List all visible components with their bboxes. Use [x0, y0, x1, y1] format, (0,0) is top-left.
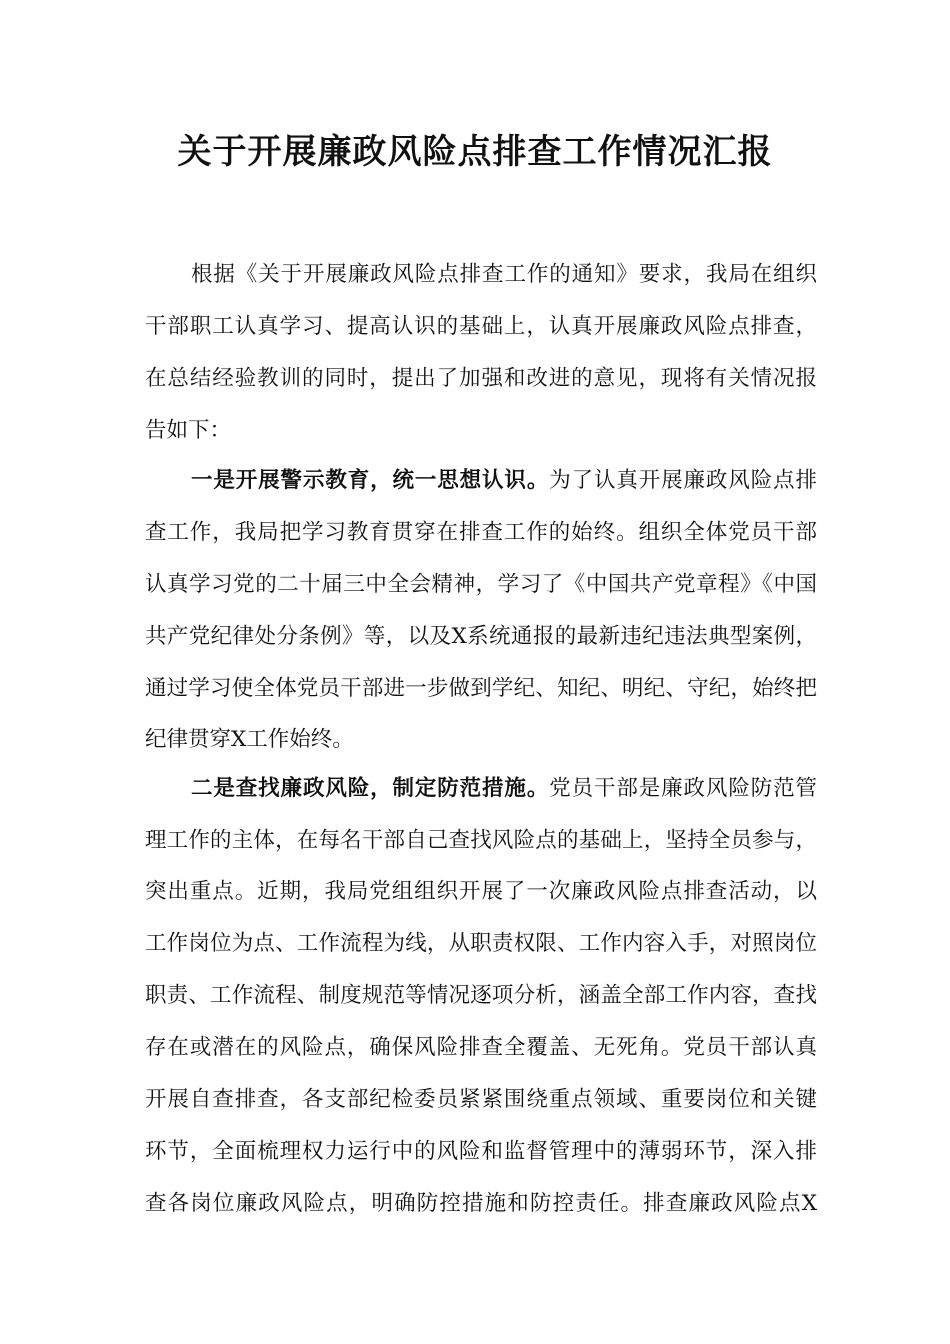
text-line: 纪律贯穿X工作始终。 [145, 727, 354, 752]
text-line: 通过学习使全体党员干部进一步做到学纪、知纪、明纪、守纪，始终把 [145, 676, 817, 701]
text-line: 查工作，我局把学习教育贯穿在排查工作的始终。组织全体党员干部 [145, 520, 817, 545]
text-line: 干部职工认真学习、提高认识的基础上，认真开展廉政风险点排查， [145, 314, 817, 339]
text-line: 工作岗位为点、工作流程为线，从职责权限、工作内容入手，对照岗位 [145, 931, 817, 956]
section-heading: 一是开展警示教育，统一思想认识。 [191, 468, 550, 493]
text-line: 查各岗位廉政风险点，明确防控措施和防控责任。排查廉政风险点X [145, 1191, 817, 1216]
text-span: 为了认真开展廉政风险点排 [549, 468, 817, 493]
text-line: 根据《关于开展廉政风险点排查工作的通知》要求，我局在组织 [191, 262, 817, 287]
document-title: 关于开展廉政风险点排查工作情况汇报 [177, 132, 773, 172]
text-line: 开展自查排查，各支部纪检委员紧紧围绕重点领域、重要岗位和关键 [145, 1087, 817, 1112]
text-line [145, 774, 817, 804]
text-line: 理工作的主体，在每名干部自己查找风险点的基础上，坚持全员参与， [145, 828, 817, 853]
text-line: 职责、工作流程、制度规范等情况逐项分析，涵盖全部工作内容，查找 [145, 983, 817, 1008]
section-heading: 二是查找廉政风险，制定防范措施。 [191, 776, 550, 801]
text-line: 突出重点。近期，我局党组组织开展了一次廉政风险点排查活动，以 [145, 879, 817, 904]
text-span: 党员干部是廉政风险防范管 [549, 776, 817, 801]
text-line: 认真学习党的二十届三中全会精神，学习了《中国共产党章程》《中国 [145, 572, 817, 597]
text-line: 告如下： [145, 418, 232, 443]
text-line [145, 466, 817, 496]
text-line: 共产党纪律处分条例》等，以及X系统通报的最新违纪违法典型案例， [145, 624, 817, 649]
text-line: 环节，全面梳理权力运行中的风险和监督管理中的薄弱环节，深入排 [145, 1139, 817, 1164]
text-line: 存在或潜在的风险点，确保风险排查全覆盖、无死角。党员干部认真 [145, 1035, 817, 1060]
text-line: 在总结经验教训的同时，提出了加强和改进的意见，现将有关情况报 [145, 366, 817, 391]
